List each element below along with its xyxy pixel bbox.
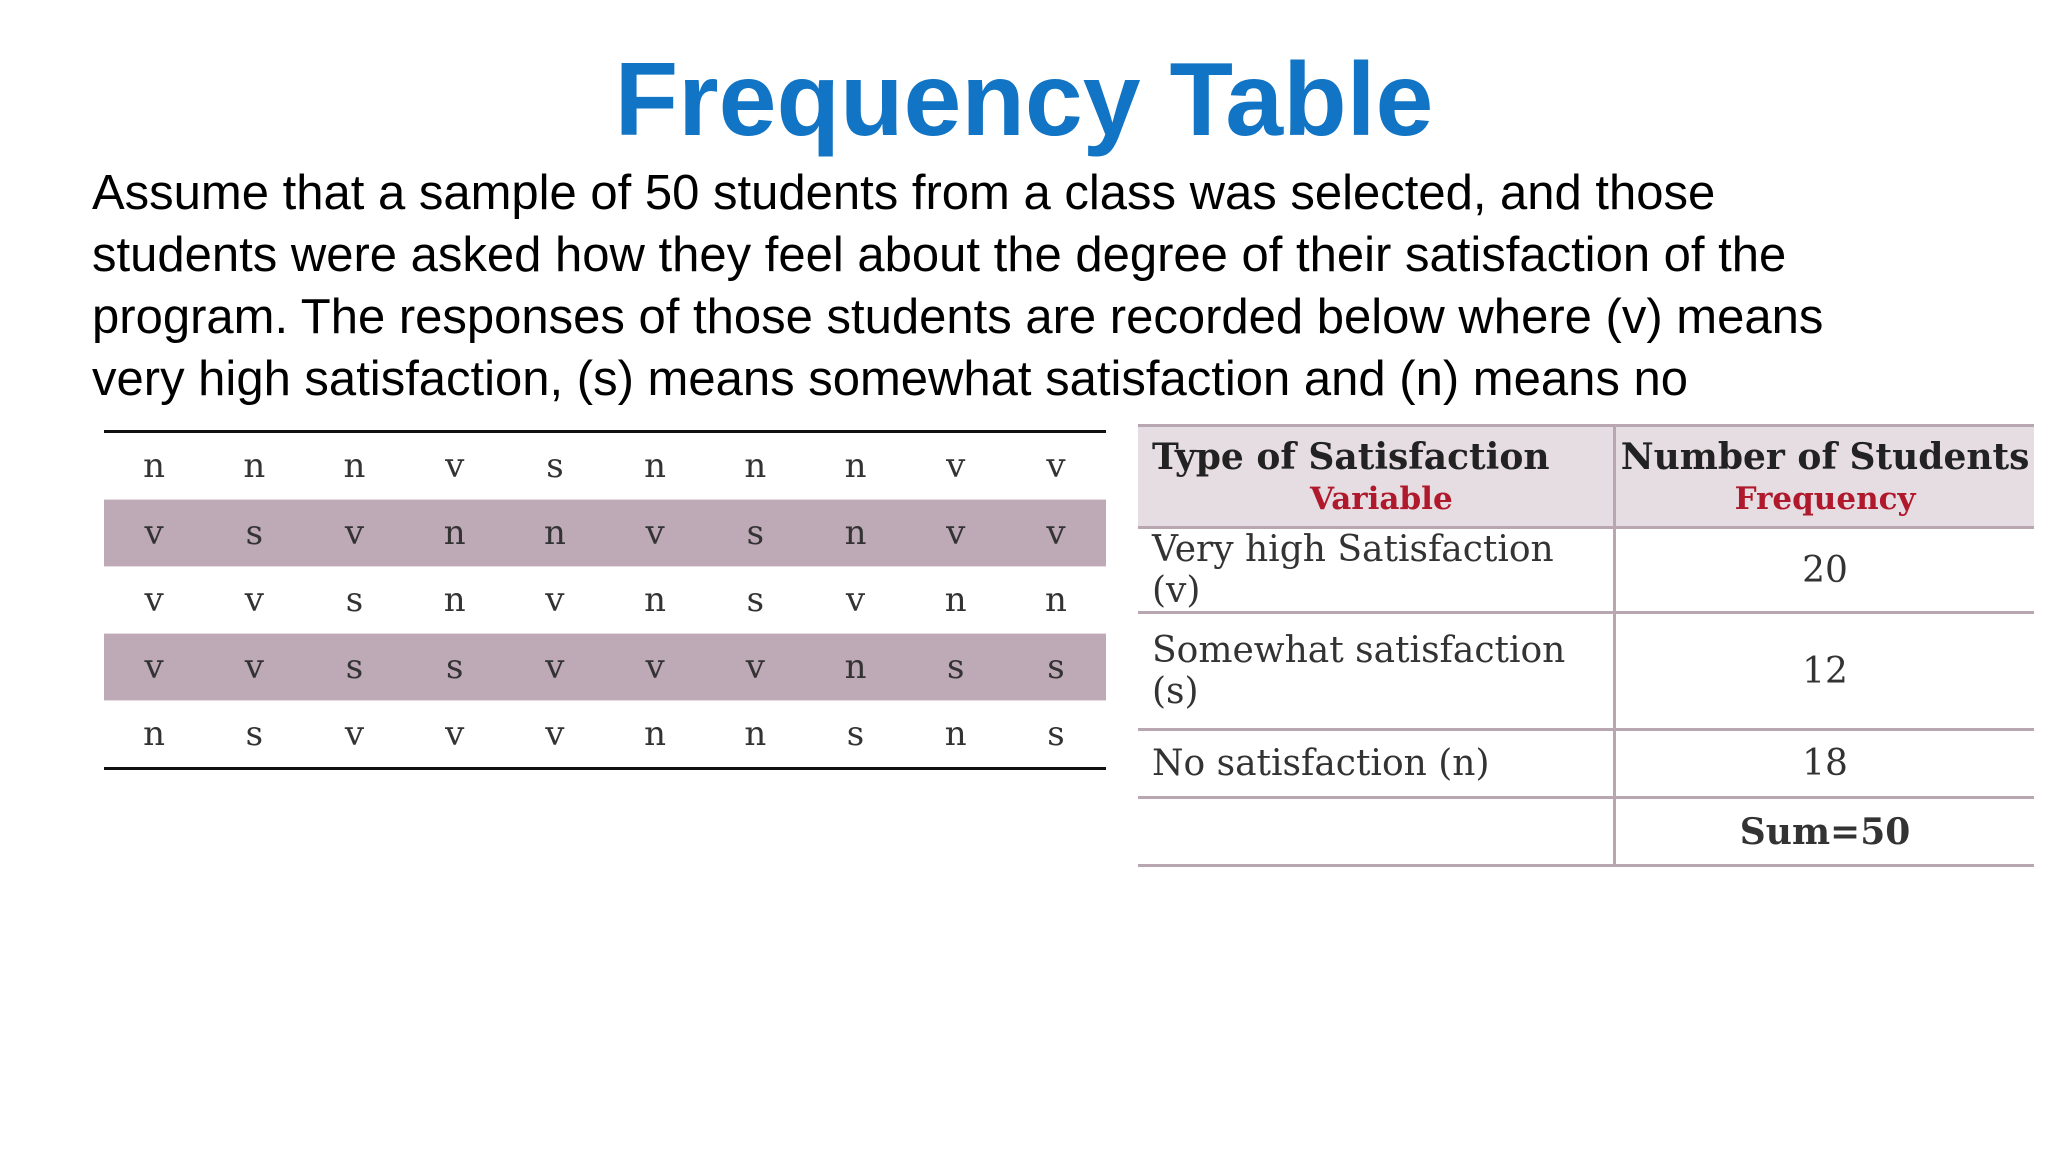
raw-cell: v — [144, 513, 164, 553]
raw-row — [104, 700, 1106, 767]
student-count: 20 — [1615, 528, 2034, 613]
header-type-cell — [1138, 426, 1615, 528]
satisfaction-type: No satisfaction (n) — [1138, 730, 1615, 798]
raw-cell: s — [746, 580, 765, 620]
raw-cell: n — [644, 446, 667, 486]
raw-cell: s — [345, 580, 364, 620]
raw-responses-table — [104, 430, 1106, 770]
raw-cell: n — [543, 513, 566, 553]
raw-cell: v — [545, 647, 565, 687]
raw-cell: v — [445, 446, 465, 486]
raw-cell: n — [844, 647, 867, 687]
frequency-row — [1138, 613, 2034, 730]
raw-cell: v — [445, 714, 465, 754]
header-count-label: Number of Students — [1620, 435, 2030, 478]
student-count: 18 — [1615, 730, 2034, 798]
raw-cell: n — [644, 580, 667, 620]
raw-cell: n — [744, 446, 767, 486]
raw-cell: n — [744, 714, 767, 754]
raw-cell: n — [143, 446, 166, 486]
intro-line: program. The responses of those students are recorded below where (v) means — [92, 290, 1824, 344]
raw-cell: n — [443, 580, 466, 620]
raw-row — [104, 433, 1106, 499]
raw-cell: n — [944, 580, 967, 620]
frequency-table — [1138, 424, 2034, 867]
raw-cell: v — [144, 580, 164, 620]
raw-cell: v — [745, 647, 765, 687]
raw-cell: v — [946, 513, 966, 553]
raw-cell: v — [1046, 446, 1066, 486]
raw-cell: n — [844, 513, 867, 553]
header-variable-label: Variable — [1310, 480, 1453, 517]
raw-cell: n — [1044, 580, 1067, 620]
raw-cell: n — [243, 446, 266, 486]
raw-cell: n — [343, 446, 366, 486]
slide-title: Frequency Table — [614, 42, 1434, 158]
intro-line: Assume that a sample of 50 students from a class was selected, and those — [92, 166, 1716, 220]
raw-cell: s — [546, 446, 564, 486]
raw-cell: v — [244, 647, 264, 687]
sum-total: Sum=50 — [1615, 798, 2034, 866]
sum-row — [1138, 798, 2034, 866]
raw-cell: n — [443, 513, 466, 553]
raw-row — [104, 633, 1106, 700]
raw-cell: s — [746, 513, 765, 553]
raw-cell: v — [545, 714, 565, 754]
raw-cell: n — [844, 446, 867, 486]
raw-row — [104, 499, 1106, 566]
raw-cell: v — [244, 580, 264, 620]
header-frequency-label: Frequency — [1734, 480, 1916, 517]
header-type-label: Type of Satisfaction — [1152, 435, 1550, 478]
sum-row-empty-cell — [1138, 798, 1615, 866]
raw-cell: s — [947, 647, 965, 687]
raw-cell: v — [645, 513, 665, 553]
raw-cell: v — [845, 580, 866, 620]
frequency-row — [1138, 528, 2034, 613]
raw-cell: v — [144, 647, 164, 687]
raw-cell: s — [245, 513, 264, 553]
intro-line: students were asked how they feel about the degree of their satisfaction of the — [92, 228, 1787, 282]
raw-cell: s — [345, 647, 364, 687]
raw-row — [104, 566, 1106, 633]
raw-cell: s — [846, 714, 865, 754]
raw-cell: n — [944, 714, 967, 754]
intro-line: very high satisfaction, (s) means somewhat satisfaction and (n) means no — [92, 352, 1688, 406]
raw-cell: v — [946, 446, 966, 486]
raw-cell: s — [1047, 714, 1065, 754]
raw-cell: v — [1046, 513, 1066, 553]
satisfaction-type: Somewhat satisfaction (s) — [1138, 613, 1615, 730]
raw-cell: s — [245, 714, 264, 754]
raw-cell: v — [645, 647, 665, 687]
header-count-cell — [1615, 426, 2034, 528]
raw-cell: v — [344, 513, 365, 553]
frequency-table-header — [1138, 426, 2034, 528]
intro-paragraph — [92, 162, 1992, 410]
raw-cell: v — [545, 580, 565, 620]
satisfaction-type: Very high Satisfaction (v) — [1138, 528, 1615, 613]
raw-cell: s — [1047, 647, 1065, 687]
student-count: 12 — [1615, 613, 2034, 730]
raw-cell: s — [445, 647, 464, 687]
frequency-row — [1138, 730, 2034, 798]
raw-cell: n — [644, 714, 667, 754]
raw-cell: n — [143, 714, 166, 754]
raw-cell: v — [344, 714, 365, 754]
